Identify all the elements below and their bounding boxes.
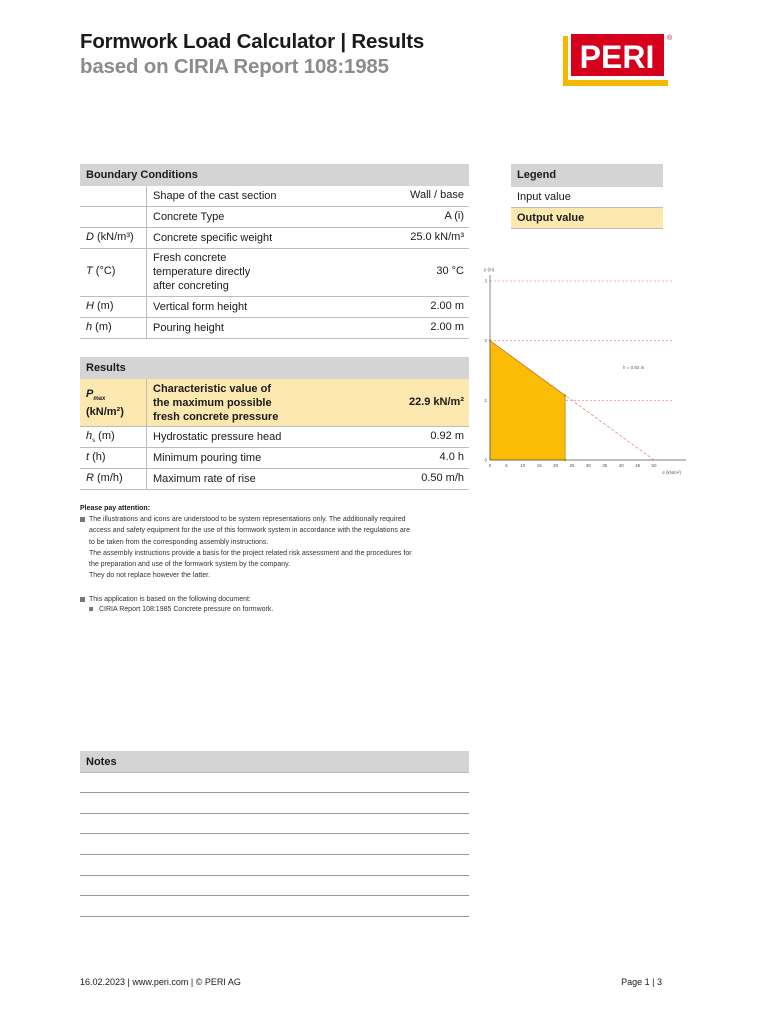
- rate-of-rise-label: Maximum rate of rise: [153, 473, 256, 485]
- pouring-height-value: 2.00 m: [430, 321, 464, 333]
- y-axis-label: y (m): [484, 267, 495, 272]
- x-tick-label: 15: [536, 463, 542, 468]
- row-form-height: [80, 297, 469, 318]
- pouring-time-value: 4.0 h: [439, 451, 464, 463]
- form-height-symbol: H (m): [86, 300, 114, 312]
- notes-heading: Notes: [80, 751, 469, 773]
- legend-output-value: Output value: [511, 208, 663, 229]
- row-hydrostatic-head: [80, 427, 469, 448]
- row-specific-weight: [80, 228, 469, 249]
- data-point: [489, 339, 491, 341]
- bullet-icon: [89, 607, 93, 611]
- pouring-height-symbol: h (m): [86, 321, 112, 333]
- peri-logo: [561, 32, 671, 88]
- y-tick-label: 1: [484, 397, 487, 403]
- notes-line: [80, 916, 469, 917]
- temperature-value: 30 °C: [436, 265, 464, 277]
- row-rate-of-rise: [80, 469, 469, 490]
- row-pouring-time: [80, 448, 469, 469]
- chart-annotation: h = 0.92 m: [623, 365, 645, 370]
- y-tick-label: 3: [484, 278, 487, 284]
- attention-source-doc: CIRIA Report 108:1985 Concrete pressure on formwork.: [99, 606, 274, 613]
- data-point: [564, 459, 566, 461]
- concrete-type-value: A (i): [444, 210, 464, 222]
- form-height-label: Vertical form height: [153, 301, 248, 313]
- attention-source: This application is based on the following document:: [89, 596, 251, 603]
- x-tick-label: 50: [651, 463, 657, 468]
- rate-of-rise-symbol: R (m/h): [86, 472, 123, 484]
- x-tick-label: 10: [520, 463, 526, 468]
- registered-mark: ®: [667, 35, 673, 42]
- row-temperature: [80, 249, 469, 297]
- shape-value: Wall / base: [409, 189, 464, 201]
- row-concrete-type: [80, 207, 469, 228]
- hydrostatic-head-label: Hydrostatic pressure head: [153, 431, 282, 443]
- pressure-chart-svg: [480, 264, 695, 484]
- legend-heading: Legend: [511, 164, 663, 187]
- y-tick-label: 2: [484, 338, 487, 344]
- pouring-time-symbol: t (h): [86, 451, 106, 463]
- specific-weight-label: Concrete specific weight: [153, 232, 273, 244]
- boundary-conditions-heading: Boundary Conditions: [80, 164, 469, 186]
- attention-title: Please pay attention:: [80, 505, 151, 512]
- shape-label: Shape of the cast section: [153, 190, 277, 202]
- x-tick-label: 40: [618, 463, 624, 468]
- x-tick-label: 25: [569, 463, 575, 468]
- page-title: Formwork Load Calculator | Results: [80, 30, 425, 53]
- notes-line: [80, 875, 469, 876]
- pmax-symbol: $P_{max}$ (kN/m²): [86, 388, 124, 419]
- row-pouring-height: [80, 318, 469, 339]
- pmax-label: Characteristic value of the maximum possible fresh concrete pressure: [153, 383, 279, 423]
- hydrostatic-head-value: 0.92 m: [430, 430, 464, 442]
- attention-paragraph: The illustrations and icons are understood to be system representations only. The additionally required access and safety equipment for the use of this formwork system in accordance with the regulations are to be taken from the corresponding assembly instructions. The assembly instructions provide a basis for the project related risk assessment and the procedures for the preparation and use of the formwork system by the company. They do not replace however the latter.: [89, 516, 412, 580]
- x-tick-label: 30: [585, 463, 591, 468]
- notes-divider: [80, 772, 469, 773]
- notes-line: [80, 833, 469, 834]
- x-tick-label: 45: [635, 463, 641, 468]
- form-height-value: 2.00 m: [430, 300, 464, 312]
- x-tick-label: 20: [553, 463, 559, 468]
- temperature-symbol: T (°C): [86, 265, 116, 277]
- x-axis-label: σ (kN/m²): [662, 470, 682, 475]
- x-tick-label: 5: [505, 463, 508, 468]
- rate-of-rise-value: 0.50 m/h: [421, 472, 464, 484]
- bullet-icon: [80, 517, 85, 522]
- notes-line: [80, 854, 469, 855]
- specific-weight-symbol: D (kN/m³): [86, 231, 134, 243]
- notes-line: [80, 792, 469, 793]
- pressure-chart: [480, 264, 695, 484]
- pmax-value: 22.9 kN/m²: [408, 396, 464, 408]
- hydrostatic-head-symbol: $h_s$ (m): [86, 430, 115, 445]
- x-tick-label: 35: [602, 463, 608, 468]
- legend-input-value: Input value: [511, 187, 663, 208]
- pressure-area: [490, 341, 565, 460]
- row-pmax: [80, 379, 469, 427]
- bullet-icon: [80, 597, 85, 602]
- peri-logo-text: PERI: [579, 39, 655, 75]
- footer-info: 16.02.2023 | www.peri.com | © PERI AG: [80, 977, 241, 987]
- y-tick-label: 0: [484, 457, 487, 463]
- notes-line: [80, 895, 469, 896]
- pouring-time-label: Minimum pouring time: [153, 452, 262, 464]
- page-subtitle: based on CIRIA Report 108:1985: [80, 55, 389, 78]
- specific-weight-value: 25.0 kN/m³: [410, 231, 464, 243]
- pouring-height-label: Pouring height: [153, 322, 224, 334]
- results-heading: Results: [80, 357, 469, 379]
- notes-line: [80, 813, 469, 814]
- row-shape: [80, 186, 469, 207]
- temperature-label: Fresh concrete temperature directly after concreting: [153, 252, 251, 292]
- concrete-type-label: Concrete Type: [153, 211, 225, 223]
- data-point: [564, 394, 566, 396]
- page-number: Page 1 | 3: [621, 977, 662, 987]
- x-tick-label: 0: [488, 463, 492, 468]
